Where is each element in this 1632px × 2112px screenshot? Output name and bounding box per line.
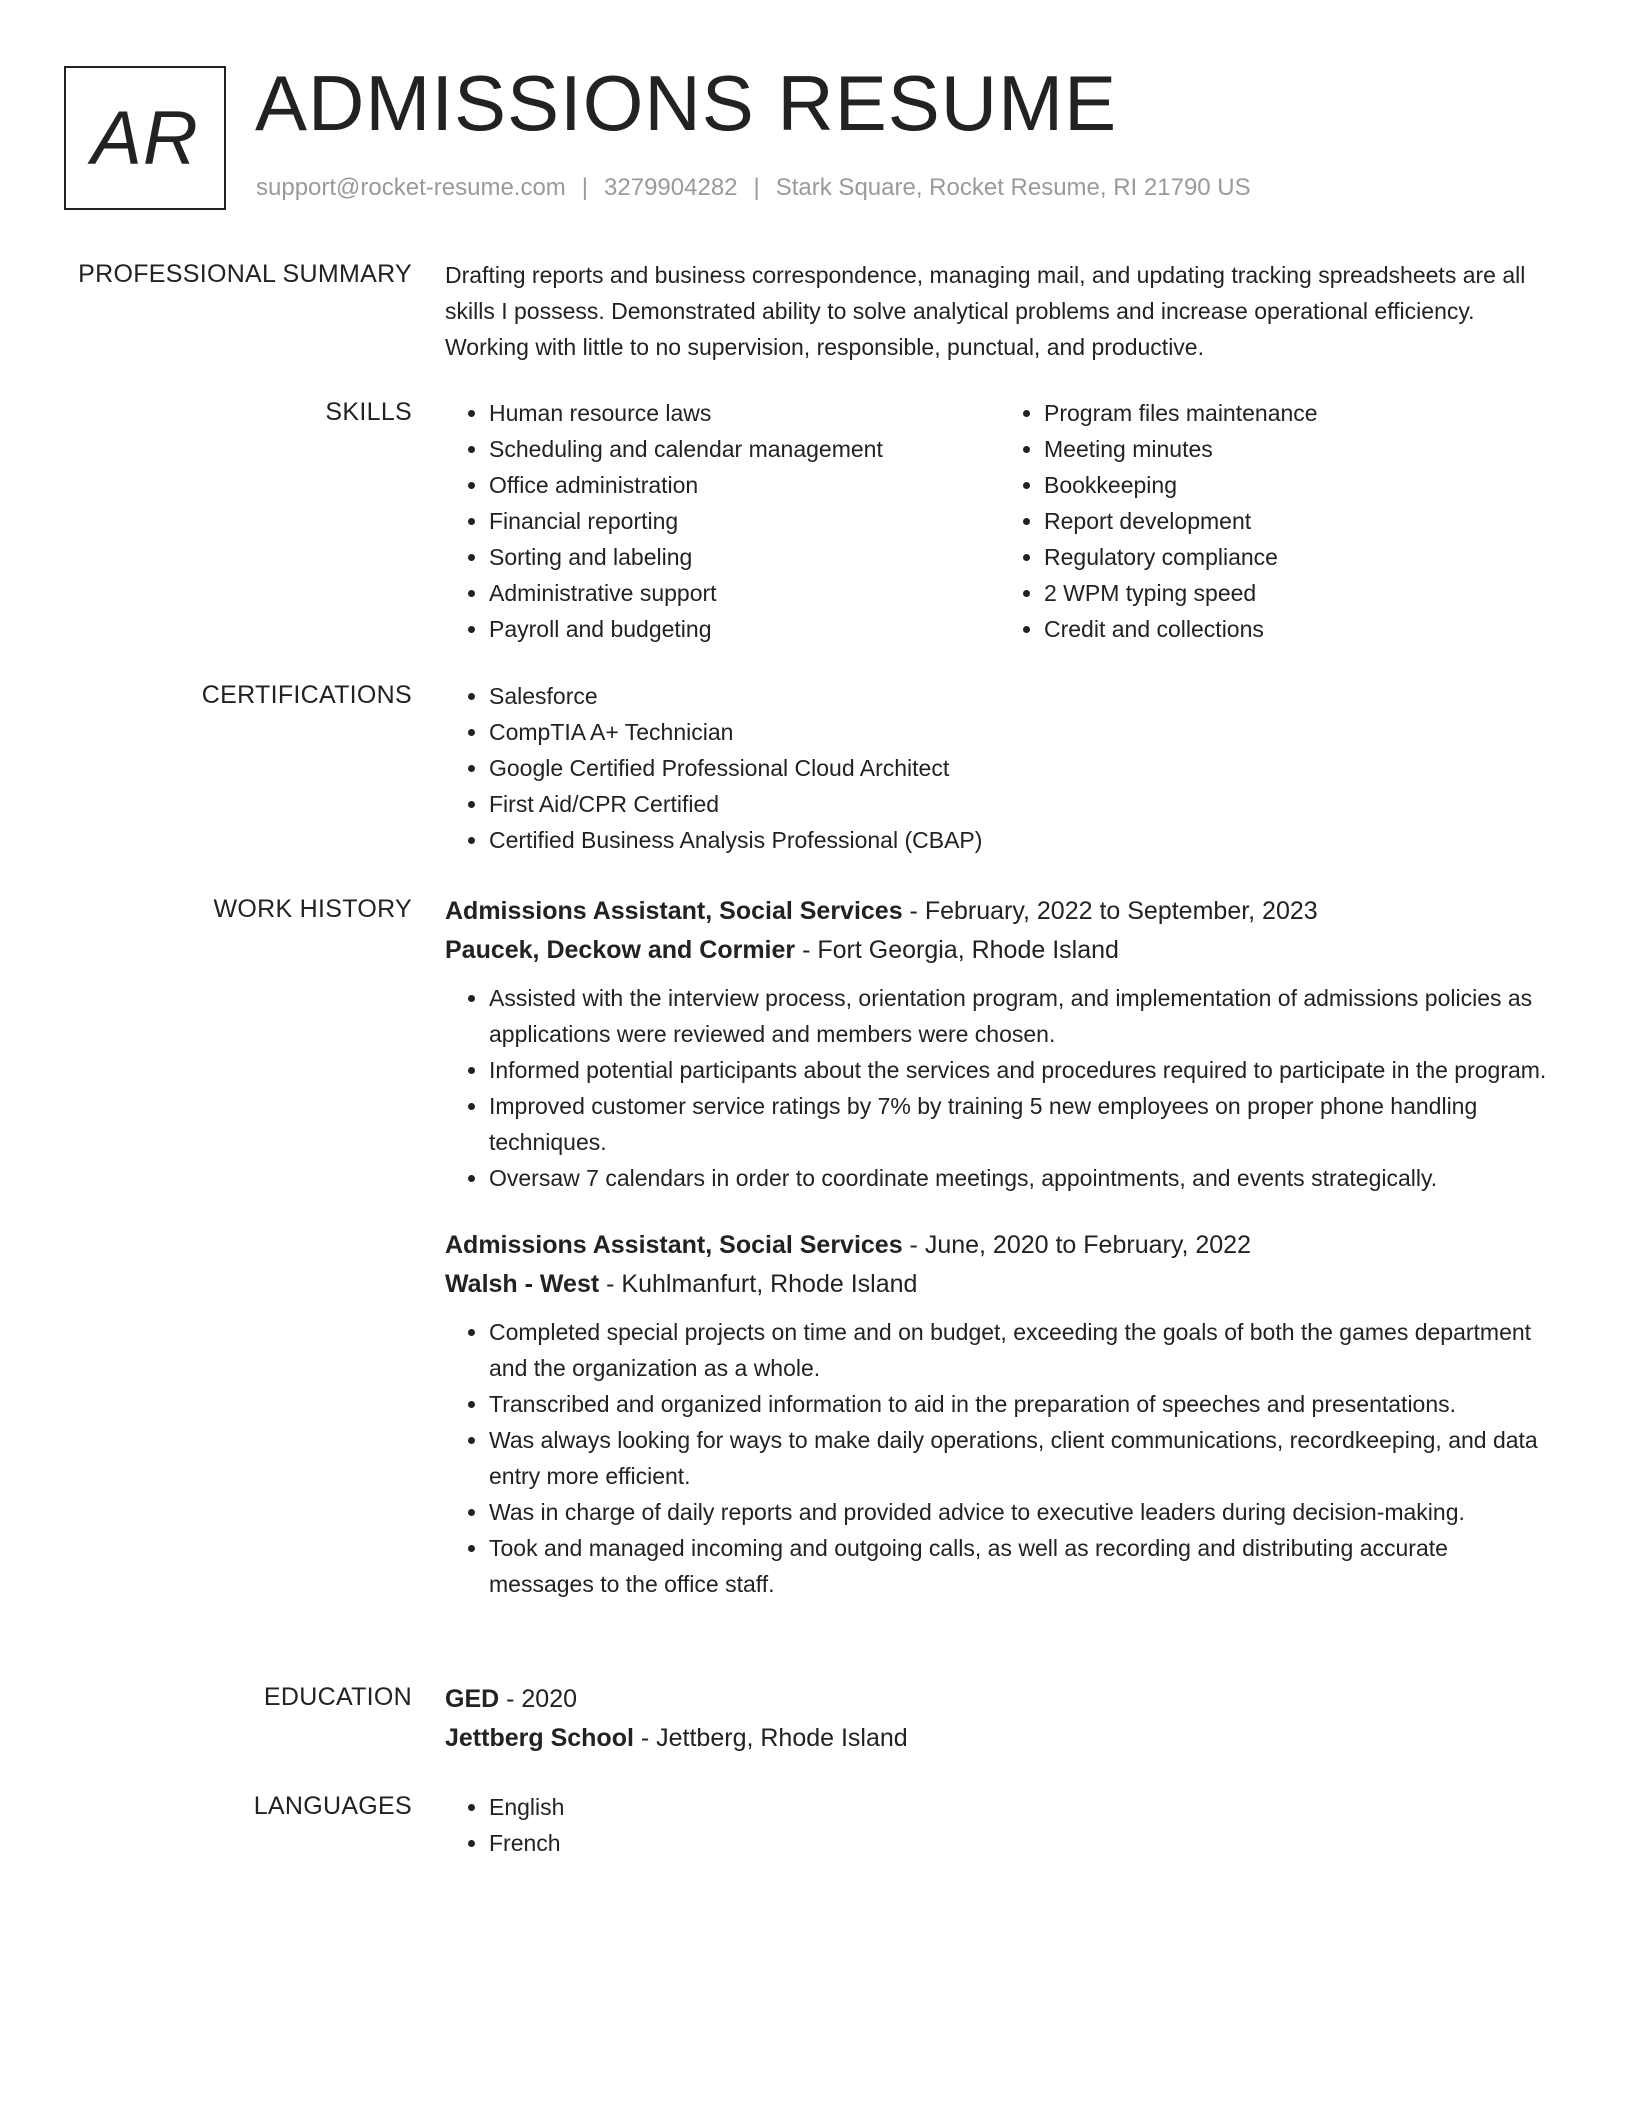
list-item: • Assisted with the interview process, orientation program, and implementation of admissions policies as applications were reviewed and members were chosen. — [489, 980, 1555, 1052]
list-item: • CompTIA A+ Technician — [489, 714, 1555, 750]
contact-email: support@rocket-resume.com — [256, 174, 566, 201]
list-item: • 2 WPM typing speed — [1044, 575, 1555, 611]
job-title-line — [445, 892, 1555, 930]
section-label: SKILLS — [325, 398, 412, 426]
certifications-list — [445, 678, 1555, 858]
list-item: • Human resource laws — [489, 395, 1000, 431]
education-school-line — [445, 1718, 1555, 1758]
list-item: • Improved customer service ratings by 7% by training 5 new employees on proper phone handling techniques. — [489, 1088, 1555, 1160]
list-item: • Completed special projects on time and on budget, exceeding the goals of both the games department and the organization as a whole. — [489, 1314, 1555, 1386]
education-degree: GED — [445, 1685, 500, 1713]
skills-list-left — [445, 395, 1000, 647]
languages-body — [445, 1789, 1555, 1861]
contact-line — [256, 174, 1251, 202]
list-item: • Report development — [1044, 503, 1555, 539]
job-dates: - February, 2022 to September, 2023 — [902, 897, 1318, 925]
job-entry — [445, 892, 1555, 1196]
list-item: • Salesforce — [489, 678, 1555, 714]
job-company-line — [445, 930, 1555, 970]
contact-separator: | — [753, 174, 760, 201]
summary-text: Drafting reports and business correspondence, managing mail, and updating tracking spreadsheets are all skills I possess. Demonstrated ability to solve analytical problems and increase operational efficiency. Working with little to no supervision, responsible, punctual, and productive. — [445, 262, 1526, 360]
list-item: • Was always looking for ways to make daily operations, client communications, recordkeeping, and data entry more efficient. — [489, 1422, 1555, 1494]
list-item: • Oversaw 7 calendars in order to coordinate meetings, appointments, and events strategically. — [489, 1160, 1555, 1196]
list-item: • Google Certified Professional Cloud Architect — [489, 750, 1555, 786]
list-item: • Payroll and budgeting — [489, 611, 1000, 647]
languages-list — [445, 1789, 1555, 1861]
job-title: Admissions Assistant, Social Services — [445, 897, 903, 925]
list-item: • Took and managed incoming and outgoing calls, as well as recording and distributing accurate messages to the office staff. — [489, 1530, 1555, 1602]
section-label: CERTIFICATIONS — [201, 681, 412, 709]
list-item: • Sorting and labeling — [489, 539, 1000, 575]
list-item: • Transcribed and organized information to aid in the preparation of speeches and presentations. — [489, 1386, 1555, 1422]
list-item: • Informed potential participants about the services and procedures required to participate in the program. — [489, 1052, 1555, 1088]
contact-separator: | — [581, 174, 589, 201]
list-item: • Bookkeeping — [1044, 467, 1555, 503]
job-company-line — [445, 1264, 1555, 1304]
job-location: - Kuhlmanfurt, Rhode Island — [599, 1270, 918, 1298]
list-item: • Regulatory compliance — [1044, 539, 1555, 575]
work-history-body — [445, 892, 1555, 1602]
job-bullets — [445, 980, 1555, 1196]
skills-columns — [445, 395, 1555, 647]
list-item: • Administrative support — [489, 575, 1000, 611]
skills-list-right — [1000, 395, 1555, 647]
education-degree-line — [445, 1680, 1555, 1718]
list-item: • Office administration — [489, 467, 1000, 503]
job-title-line — [445, 1226, 1555, 1264]
list-item: • Scheduling and calendar management — [489, 431, 1000, 467]
section-label: WORK HISTORY — [213, 895, 412, 923]
job-company: Walsh - West — [445, 1270, 600, 1298]
list-item: • Meeting minutes — [1044, 431, 1555, 467]
contact-phone: 3279904282 — [604, 174, 738, 201]
job-company: Paucek, Deckow and Cormier — [445, 936, 796, 964]
list-item: • Certified Business Analysis Professional (CBAP) — [489, 822, 1555, 858]
list-item: • First Aid/CPR Certified — [489, 786, 1555, 822]
section-label: EDUCATION — [263, 1683, 412, 1711]
section-label: PROFESSIONAL SUMMARY — [78, 260, 412, 288]
contact-address: Stark Square, Rocket Resume, RI 21790 US — [775, 174, 1251, 201]
certifications-body — [445, 678, 1555, 858]
list-item: • Financial reporting — [489, 503, 1000, 539]
list-item: • French — [489, 1825, 1555, 1861]
education-school: Jettberg School — [445, 1724, 634, 1752]
job-title: Admissions Assistant, Social Services — [445, 1231, 903, 1259]
list-item: • Credit and collections — [1044, 611, 1555, 647]
list-item: • Program files maintenance — [1044, 395, 1555, 431]
resume-title: ADMISSIONS RESUME — [255, 59, 1118, 147]
list-item: • English — [489, 1789, 1555, 1825]
section-label: LANGUAGES — [253, 1792, 412, 1820]
job-location: - Fort Georgia, Rhode Island — [795, 936, 1119, 964]
education-location: - Jettberg, Rhode Island — [633, 1724, 908, 1752]
job-dates: - June, 2020 to February, 2022 — [902, 1231, 1251, 1259]
monogram-logo: AR — [64, 66, 226, 210]
education-year: - 2020 — [499, 1685, 578, 1713]
job-bullets — [445, 1314, 1555, 1602]
education-body — [445, 1680, 1555, 1758]
list-item: • Was in charge of daily reports and provided advice to executive leaders during decision-making. — [489, 1494, 1555, 1530]
job-entry — [445, 1226, 1555, 1602]
